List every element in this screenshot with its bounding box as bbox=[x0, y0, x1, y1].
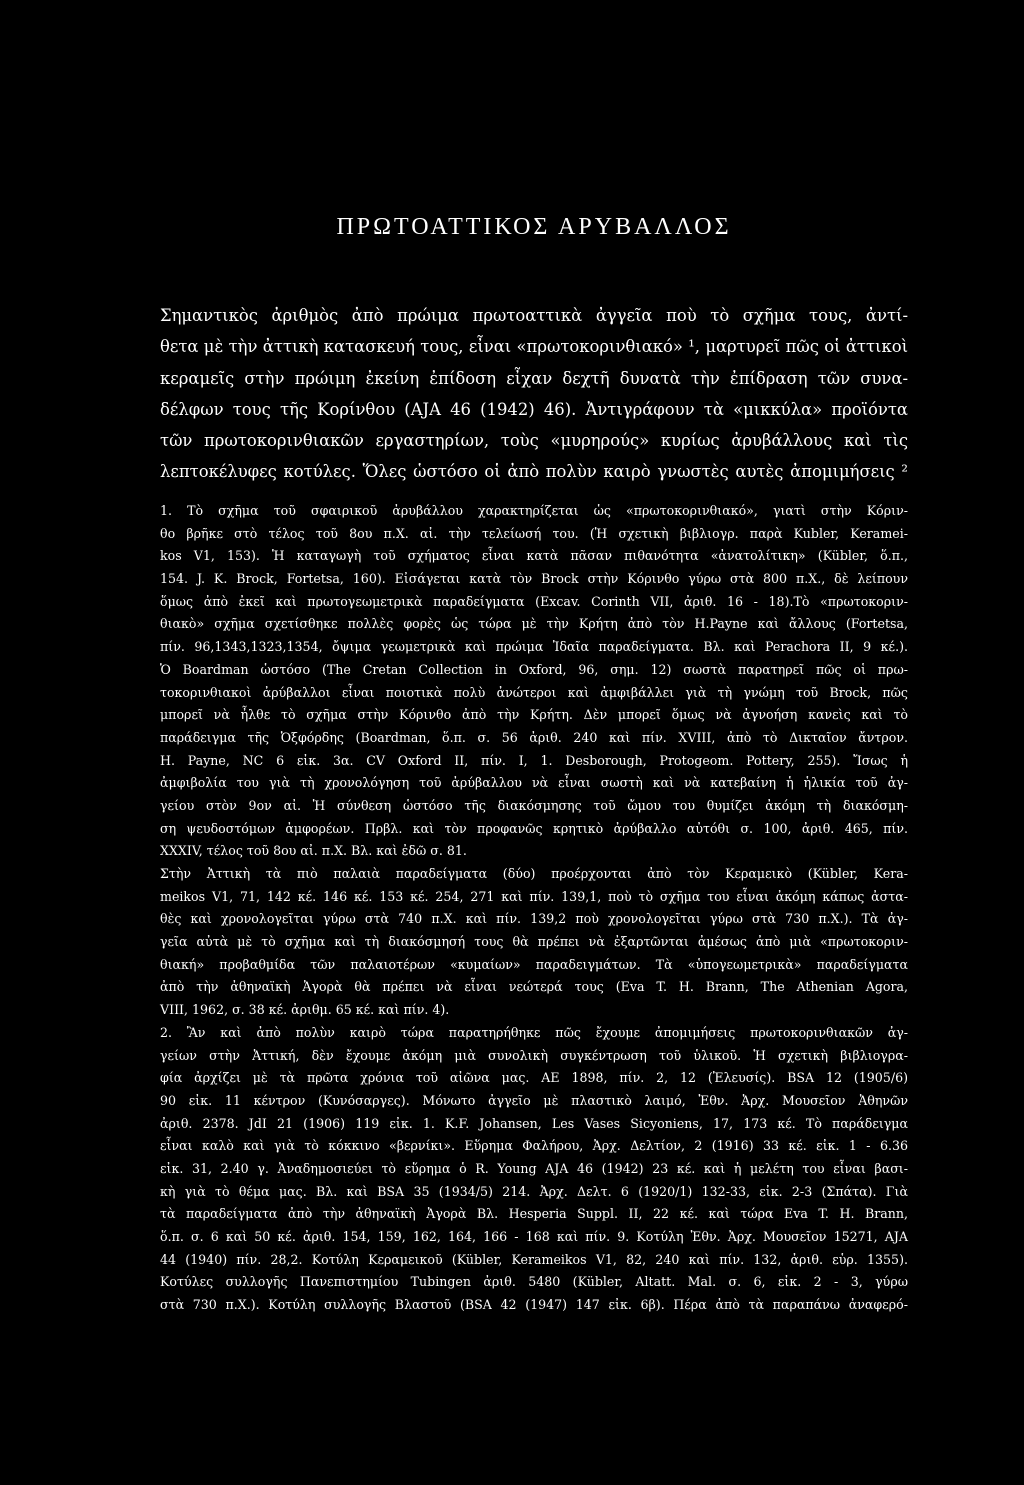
footnote-line: ση ψευδοστόμων ἀμφορέων. Πρβλ. καὶ τὸν προφανῶς κρητικὸ ἀρύβαλλο αὐτόθι σ. 100, ἀριθ. 465, πίν. bbox=[160, 820, 908, 836]
footnote-line: ἀριθ. 2378. JdI 21 (1906) 119 εἰκ. 1. K.F. Johansen, Les Vases Sicyoniens, 17, 173 κέ. Τὸ παράδειγμα bbox=[160, 1115, 908, 1131]
footnote-line: γείων στὴν Ἀττική, δὲν ἔχουμε ἀκόμη μιὰ συνολικὴ συγκέντρωση τοῦ ὑλικοῦ. Ἡ σχετικὴ βιβλιογρα- bbox=[160, 1047, 908, 1063]
body-line: θετα μὲ τὴν ἀττικὴ κατασκευή τους, εἶναι «πρωτοκορινθιακό» ¹, μαρτυρεῖ πῶς οἱ ἀττικοὶ bbox=[160, 337, 908, 357]
footnote-line: meikos V1, 71, 142 κέ. 146 κέ. 153 κέ. 254, 271 καὶ πίν. 139,1, ποὺ τὸ σχῆμα του εἶναι ἀκόμη κάπως ἀστα- bbox=[160, 888, 908, 904]
footnote-line: 154. J. K. Brock, Fortetsa, 160). Εἰσάγεται κατὰ τὸν Brock στὴν Κόρινθο γύρω στὰ 800 π.Χ., δὲ λείπουν bbox=[160, 571, 908, 587]
footnote-line: 2. Ἂν καὶ ἀπὸ πολὺν καιρὸ τώρα παρατηρήθηκε πῶς ἔχουμε ἀπομιμήσεις πρωτοκορινθιακῶν ἀγ- bbox=[160, 1024, 908, 1040]
footnote-line: πίν. 96,1343,1323,1354, ὄψιμα γεωμετρικὰ καὶ πρώιμα Ἰδαῖα παραδείγματα. Βλ. καὶ Perachora II, 9 κέ.). bbox=[160, 639, 908, 655]
footnotes bbox=[160, 500, 908, 1317]
body-line: κεραμεῖς στὴν πρώιμη ἐκείνη ἐπίδοση εἶχαν δεχτῆ δυνατὰ τὴν ἐπίδραση τῶν συνα- bbox=[160, 368, 908, 388]
body-line: δέλφων τους τῆς Κορίνθου (AJA 46 (1942) 46). Ἀντιγράφουν τὰ «μικκύλα» προϊόντα bbox=[160, 399, 908, 419]
body-line: Σημαντικὸς ἀριθμὸς ἀπὸ πρώιμα πρωτοαττικὰ ἀγγεῖα ποὺ τὸ σχῆμα τους, ἀντί- bbox=[160, 306, 908, 325]
footnote-line: Στὴν Ἀττικὴ τὰ πιὸ παλαιὰ παραδείγματα (δύο) προέρχονται ἀπὸ τὸν Κεραμεικὸ (Kübler, Kera- bbox=[160, 866, 908, 881]
footnote-line: 1. Τὸ σχῆμα τοῦ σφαιρικοῦ ἀρυβάλλου χαρακτηρίζεται ὡς «πρωτοκορινθιακό», γιατὶ στὴν Κόριν- bbox=[160, 503, 908, 518]
footnote-line: κὴ γιὰ τὸ θέμα μας. Βλ. καὶ BSA 35 (1934/5) 214. Ἀρχ. Δελτ. 6 (1920/1) 132-33, εἰκ. 2-3 (Σπάτα). Γιὰ bbox=[160, 1183, 908, 1199]
footnote-line: VIII, 1962, σ. 38 κέ. ἀριθμ. 65 κέ. καὶ πίν. 4). bbox=[160, 1002, 450, 1018]
footnote-line: ἀμφιβολία του γιὰ τὴ χρονολόγηση τοῦ ἀρύβαλλου νὰ εἶναι σωστὴ καὶ νὰ κατεβαίνη ἡ ἡλικία τοῦ ἀγ- bbox=[160, 775, 908, 791]
body-line: λεπτοκέλυφες κοτύλες. Ὅλες ὡστόσο οἱ ἀπὸ πολὺν καιρὸ γνωστὲς αυτὲς ἀπομιμήσεις ² bbox=[160, 462, 908, 482]
footnote-line: H. Payne, NC 6 εἰκ. 3α. CV Oxford II, πίν. I, 1. Desborough, Protogeom. Pottery, 255). Ἴσως ἡ bbox=[160, 752, 908, 768]
footnote-line: γείου στὸν 9ον αἰ. Ἡ σύνθεση ὡστόσο τῆς διακόσμησης τοῦ ὤμου του θυμίζει ἀκόμη τὴ διακόσμη- bbox=[160, 797, 908, 813]
footnote-line: kos V1, 153). Ἡ καταγωγὴ τοῦ σχήματος εἶναι κατὰ πᾶσαν πιθανότητα «ἀνατολίτικη» (Kübler, ὅ.π., bbox=[160, 548, 908, 564]
footnote-line: εἶναι καλὸ καὶ γιὰ τὸ κόκκινο «βερνίκι». Εὕρημα Φαλήρου, Ἀρχ. Δελτίον, 2 (1916) 33 κέ. εἰκ. 1 - 6.36 bbox=[160, 1138, 908, 1154]
footnote-line: τοκορινθιακοὶ ἀρύβαλλοι εἶναι ποιοτικὰ πολὺ ἀνώτεροι καὶ ἀμφιβάλλει γιὰ τὴ γνώμη τοῦ Brock, πῶς bbox=[160, 684, 908, 700]
footnote-line: θο βρῆκε στὸ τέλος τοῦ 8ου π.Χ. αἰ. τὴν τελείωσή του. (Ἡ σχετικὴ βιβλιογρ. παρὰ Kubler, Kerameі- bbox=[160, 525, 908, 541]
footnote-line: ὅμως ἀπὸ ἐκεῖ καὶ πρωτογεωμετρικὰ παραδείγματα (Excav. Corinth VII, ἀριθ. 16 - 18).Τὸ «πρωτοκοριν- bbox=[160, 593, 908, 609]
footnote-line: γεῖα αὐτὰ μὲ τὸ σχῆμα καὶ τὴ διακόσμησή τους θὰ πρέπει νὰ ἐξαρτῶνται ἀμέσως ἀπὸ μιὰ «πρωτοκοριν- bbox=[160, 934, 908, 950]
footnote-line: XXXIV, τέλος τοῦ 8ου αἰ. π.Χ. Βλ. καὶ ἐδῶ σ. 81. bbox=[160, 843, 467, 859]
footnote-line: Κοτύλες συλλογῆς Πανεπιστημίου Tubingen ἀριθ. 5480 (Kübler, Altatt. Mal. σ. 6, εἰκ. 2 - 3, γύρω bbox=[160, 1274, 908, 1290]
footnote-line: εἰκ. 31, 2.40 γ. Ἀναδημοσιεύει τὸ εὕρημα ὁ R. Young AJA 46 (1942) 23 κέ. καὶ ἡ μελέτη του εἶναι βασι- bbox=[160, 1160, 908, 1176]
footnote-line: θὲς καὶ χρονολογεῖται γύρω στὰ 740 π.Χ. καὶ πίν. 139,2 ποὺ χρονολογεῖται γύρω στὰ 730 π.Χ.). Τὰ ἀγ- bbox=[160, 911, 908, 927]
footnote-line: θιακὸ» σχῆμα σχετίσθηκε πολλὲς φορὲς ὡς τώρα μὲ τὴν Κρήτη ἀπὸ τὸν Η.Payne καὶ ἄλλους (Fortetsa, bbox=[160, 616, 908, 632]
body-line: τῶν πρωτοκορινθιακῶν εργαστηρίων, τοὺς «μυρηρούς» κυρίως ἀρυβάλλους καὶ τὶς bbox=[160, 431, 908, 451]
footnote-line: τὰ παραδείγματα ἀπὸ τὴν ἀθηναϊκὴ Ἀγορὰ Βλ. Hesperia Suppl. II, 22 κέ. καὶ τώρα Eva T. H. Brann, bbox=[160, 1206, 908, 1222]
footnote-line: στὰ 730 π.Χ.). Κοτύλη συλλογῆς Βλαστοῦ (BSA 42 (1947) 147 εἰκ. 6β). Πέρα ἀπὸ τὰ παραπάνω ἀναφερό- bbox=[160, 1297, 908, 1313]
footnote-line: Ὁ Boardman ὡστόσο (The Cretan Collection in Oxford, 96, σημ. 12) σωστὰ παρατηρεῖ πῶς οἱ πρω- bbox=[160, 661, 908, 677]
footnote-line: θιακή» προβαθμίδα τῶν παλαιοτέρων «κυμαίων» παραδειγμάτων. Τὰ «ὑπογεωμετρικὰ» παραδείγματα bbox=[160, 956, 908, 972]
footnote-line: 90 εἰκ. 11 κέντρον (Κυνόσαργες). Μόνωτο ἀγγεῖο μὲ πλαστικὸ λαιμό, Ἐθν. Ἀρχ. Μουσεῖον Ἀθηνῶν bbox=[160, 1092, 908, 1108]
footnote-line: ὅ.π. σ. 6 καὶ 50 κέ. ἀριθ. 154, 159, 162, 164, 166 - 168 καὶ πίν. 9. Κοτύλη Ἐθν. Ἀρχ. Μουσεῖον 15271, AJA bbox=[160, 1229, 908, 1244]
main-paragraph bbox=[160, 300, 908, 488]
footnote-line: ἀπὸ τὴν ἀθηναϊκὴ Ἀγορὰ θὰ πρέπει νὰ εἶναι νεώτερά τους (Eva T. H. Brann, The Athenian Agora, bbox=[160, 979, 908, 995]
page-title: ΠΡΩΤΟΑΤΤΙΚΟΣ ΑΡΥΒΑΛΛΟΣ bbox=[336, 214, 732, 240]
footnote-line: φία ἀρχίζει μὲ τὰ πρῶτα χρόνια τοῦ αἰῶνα μας. AE 1898, πίν. 2, 12 (Ἐλευσίς). BSA 12 (1905/6) bbox=[160, 1070, 908, 1086]
footnote-line: παράδειγμα τῆς Ὀξφόρδης (Boardman, ὅ.π. σ. 56 ἀριθ. 240 καὶ πίν. XVIII, ἀπὸ τὸ Δικταῖον ἄντρον. bbox=[160, 729, 908, 745]
footnote-line: 44 (1940) πίν. 28,2. Κοτύλη Κεραμεικοῦ (Kübler, Kerameikos V1, 82, 240 καὶ πίν. 132, ἀριθ. εὑρ. 1355). bbox=[160, 1251, 908, 1267]
footnote-line: μπορεῖ νὰ ἦλθε τὸ σχῆμα στὴν Κόρινθο ἀπὸ τὴν Κρήτη. Δὲν μπορεῖ ὅμως νὰ ἀγνοήση κανεὶς καὶ τὸ bbox=[160, 707, 908, 723]
